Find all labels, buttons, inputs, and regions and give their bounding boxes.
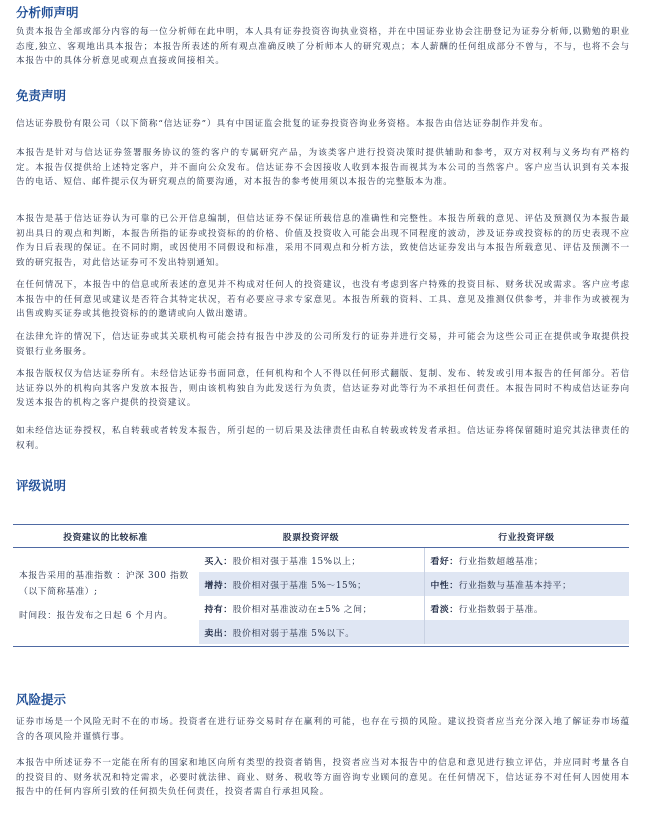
risk-paragraph: 本报告中所述证券不一定能在所有的国家和地区向所有类型的投资者销售，投资者应当对本报告中的信息和意见进行独立评估，并应同时考量各自的投资目的、财务状况和特定需求，必要时就法律、商业、财务、税收等方面咨询专业顾问的意见。在任何情况下，信达证券不对任何人因使用本报告中的任何内容所引致的任何损失负任何责任，投资者需自行承担风险。 <box>16 758 630 798</box>
industry-rating-label: 中性： <box>430 580 459 591</box>
rule-cell <box>424 644 629 647</box>
stock-rating-hold <box>198 596 424 620</box>
analyst-statement-title: 分析师声明 <box>16 5 79 20</box>
disclaimer-paragraph: 本报告是基于信达证券认为可靠的已公开信息编制，但信达证券不保证所载信息的准确性和完整性。本报告所载的意见、评估及预测仅为本报告最初出具日的观点和判断，本报告所指的证券或投资标的的价格、价值及投资收入可能会出现不同程度的波动，涉及证券或投资标的的历史表现不应作为日后表现的保证。在不同时期，或因使用不同假设和标准，采用不同观点和分析方法，致使信达证券发出与本报告所载意见、评估及预测不一致的研究报告，对此信达证券可不发出特别通知。 <box>16 214 630 268</box>
disclaimer-paragraph: 本报告是针对与信达证券签署服务协议的签约客户的专属研究产品，为该类客户进行投资决策时提供辅助和参考，双方对权利与义务均有严格约定。本报告仅提供给上述特定客户，并不面向公众发布。信达证券不会因接收人收到本报告而视其为本公司的当然客户。客户应当认识到有关本报告的电话、短信、邮件提示仅为研究观点的简要沟通，对本报告的参考使用须以本报告的完整版本为准。 <box>16 148 630 188</box>
rating-row <box>13 548 629 573</box>
rating-title: 评级说明 <box>16 478 67 493</box>
stock-rating-desc: 股价相对弱于基准 5%以下。 <box>232 628 355 639</box>
stock-rating-buy <box>198 548 424 573</box>
rating-bottom-rule <box>13 644 629 647</box>
stock-rating-label: 增持： <box>204 580 233 591</box>
stock-rating-label: 持有： <box>204 604 233 615</box>
benchmark-cell <box>13 548 198 645</box>
stock-rating-desc: 股价相对基准波动在±5% 之间； <box>232 604 372 615</box>
stock-rating-overweight <box>198 572 424 596</box>
industry-rating-desc: 行业指数超越基准； <box>458 556 544 567</box>
disclaimer-paragraph: 信达证券股份有限公司（以下简称“信达证券”）具有中国证监会批复的证券投资咨询业务资格。本报告由信达证券制作并发布。 <box>16 119 549 129</box>
disclaimer-paragraph: 本报告版权仅为信达证券所有。未经信达证券书面同意，任何机构和个人不得以任何形式翻版、复制、发布、转发或引用本报告的任何部分。若信达证券以外的机构向其客户发放本报告，则由该机构独自为此发送行为负责，信达证券对此等行为不承担任何责任。本报告同时不构成信达证券向发送本报告的机构之客户提供的投资建议。 <box>16 369 630 409</box>
stock-rating-label: 买入： <box>204 556 233 567</box>
header-industry-rating: 行业投资评级 <box>424 525 629 548</box>
industry-rating-positive <box>424 548 629 573</box>
industry-rating-label: 看好： <box>430 556 459 567</box>
risk-paragraph: 证券市场是一个风险无时不在的市场。投资者在进行证券交易时存在赢利的可能，也存在亏损的风险。建议投资者应当充分深入地了解证券市场蕴含的各项风险并谨慎行事。 <box>16 717 630 742</box>
industry-rating-empty <box>424 620 629 644</box>
disclaimer-paragraph: 在任何情况下，本报告中的信息或所表述的意见并不构成对任何人的投资建议，也没有考虑到客户特殊的投资目标、财务状况或需求。客户应考虑本报告中的任何意见或建议是否符合其特定状况，若有必要应寻求专家意见。本报告所载的资料、工具、意见及推测仅供参考，并非作为或被视为出售或购买证券或其他投资标的的邀请或向人做出邀请。 <box>16 280 630 320</box>
industry-rating-label: 看淡： <box>430 604 459 615</box>
industry-rating-negative <box>424 596 629 620</box>
industry-rating-neutral <box>424 572 629 596</box>
rating-table <box>13 524 629 647</box>
period-text: 时间段：报告发布之日起 6 个月内。 <box>19 611 173 621</box>
industry-rating-desc: 行业指数弱于基准。 <box>458 604 544 615</box>
disclaimer-title: 免责声明 <box>16 88 67 103</box>
rating-header-row <box>13 525 629 548</box>
risk-title: 风险提示 <box>16 692 67 707</box>
stock-rating-desc: 股价相对强于基准 15%以上； <box>232 556 361 567</box>
benchmark-text: 本报告采用的基准指数 ：沪深 300 指数（以下简称基准）; <box>19 571 189 597</box>
stock-rating-label: 卖出： <box>204 628 233 639</box>
header-standard: 投资建议的比较标准 <box>13 525 198 548</box>
header-stock-rating: 股票投资评级 <box>198 525 424 548</box>
industry-rating-desc: 行业指数与基准基本持平； <box>458 580 572 591</box>
analyst-statement-text: 负责本报告全部或部分内容的每一位分析师在此申明，本人具有证券投资咨询执业资格，并在中国证券业协会注册登记为证券分析师,以勤勉的职业态度,独立、客观地出具本报告；本报告所表述的所有观点准确反映了分析师本人的研究观点；本人薪酬的任何组成部分不曾与，不与，也将不会与本报告中的具体分析意见或观点直接或间接相关。 <box>16 27 630 67</box>
stock-rating-desc: 股价相对强于基准 5%～15%； <box>232 580 367 591</box>
disclaimer-paragraph: 在法律允许的情况下，信达证券或其关联机构可能会持有报告中涉及的公司所发行的证券并进行交易，并可能会为这些公司正在提供或争取提供投资银行业务服务。 <box>16 332 630 357</box>
rule-cell <box>198 644 424 647</box>
rule-cell <box>13 644 198 647</box>
stock-rating-sell <box>198 620 424 644</box>
disclaimer-paragraph: 如未经信达证券授权，私自转载或者转发本报告，所引起的一切后果及法律责任由私自转载或转发者承担。信达证券将保留随时追究其法律责任的权利。 <box>16 426 630 451</box>
